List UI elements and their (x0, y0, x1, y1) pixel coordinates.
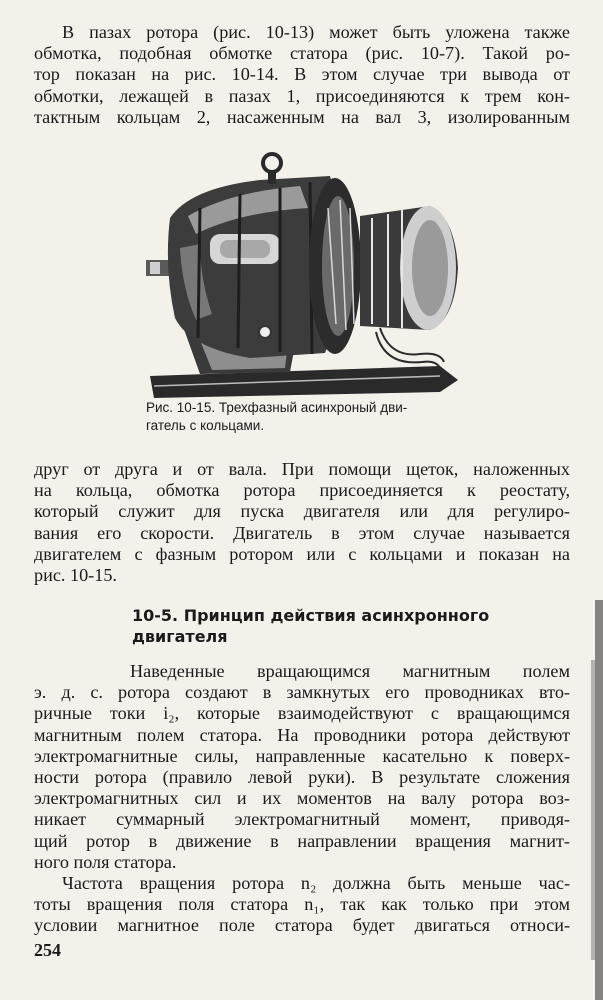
heading-line: 10-5. Принцип действия асинхронного (132, 606, 490, 625)
text-line: никает суммарный электромагнитный момент, приводя- (34, 809, 570, 830)
text-line: условии магнитное поле статора будет двигаться относи- (34, 915, 570, 936)
caption-line: Рис. 10-15. Трехфазный асинхроный дви- (146, 400, 408, 415)
middle-paragraph (34, 459, 570, 586)
top-paragraph (34, 22, 570, 128)
page-number: 254 (34, 940, 61, 960)
text-line: на кольца, обмотка ротора присоединяется к реостату, (34, 480, 570, 501)
text-line: который служит для пуска двигателя или для регулиро- (34, 501, 570, 522)
text-line: ности ротора (правило левой руки). В результате сложения (34, 767, 570, 788)
text-line: двигателем с фазным ротором или с кольцами и показан на (34, 543, 570, 564)
text-line: тоты вращения поля статора n₁, так как только при этом (34, 894, 570, 915)
text-line: щий ротор в движение в направлении вращения магнит- (34, 830, 570, 851)
text-line: ричные токи i₂, которые взаимодействуют с вращающимся (34, 703, 570, 724)
text-line: электромагнитные силы, направленные касательно к поверх- (34, 745, 570, 766)
text-line: э. д. с. ротора создают в замкнутых его проводниках вто- (34, 682, 570, 703)
text-line: друг от друга и от вала. При помощи щеток, наложенных (34, 459, 570, 479)
heading-line: двигателя (132, 627, 228, 646)
text-line: Наведенные вращающимся магнитным полем (130, 661, 570, 681)
text-line: магнитным полем статора. На проводники ротора действуют (34, 724, 570, 745)
section-heading (132, 605, 512, 647)
text-line: вания его скорости. Двигатель в этом случае называется (34, 522, 570, 543)
text-line: обмотка, подобная обмотке статора (рис. 10-7). Такой ро- (34, 43, 570, 64)
section-paragraph-2 (34, 873, 570, 937)
motor-illustration (140, 148, 470, 400)
text-line: тор показан на рис. 10-14. В этом случае три вывода от (34, 64, 570, 85)
text-line: Частота вращения ротора n₂ должна быть меньше час- (62, 873, 570, 893)
text-line: рис. 10-15. (34, 565, 117, 586)
scan-edge-shadow (591, 600, 603, 1000)
text-line: электромагнитных сил и их моментов на валу ротора воз- (34, 788, 570, 809)
text-line: обмотки, лежащей в пазах 1, присоединяются к трем кон- (34, 85, 570, 106)
section-paragraph-1 (34, 661, 570, 873)
text-line: ного поля статора. (34, 851, 177, 872)
text-line: В пазах ротора (рис. 10-13) может быть уложена также (62, 22, 570, 42)
figure-caption (146, 399, 456, 435)
caption-line: гатель с кольцами. (146, 418, 265, 433)
text-line: тактным кольцам 2, насаженным на вал 3, изолированным (34, 106, 570, 127)
